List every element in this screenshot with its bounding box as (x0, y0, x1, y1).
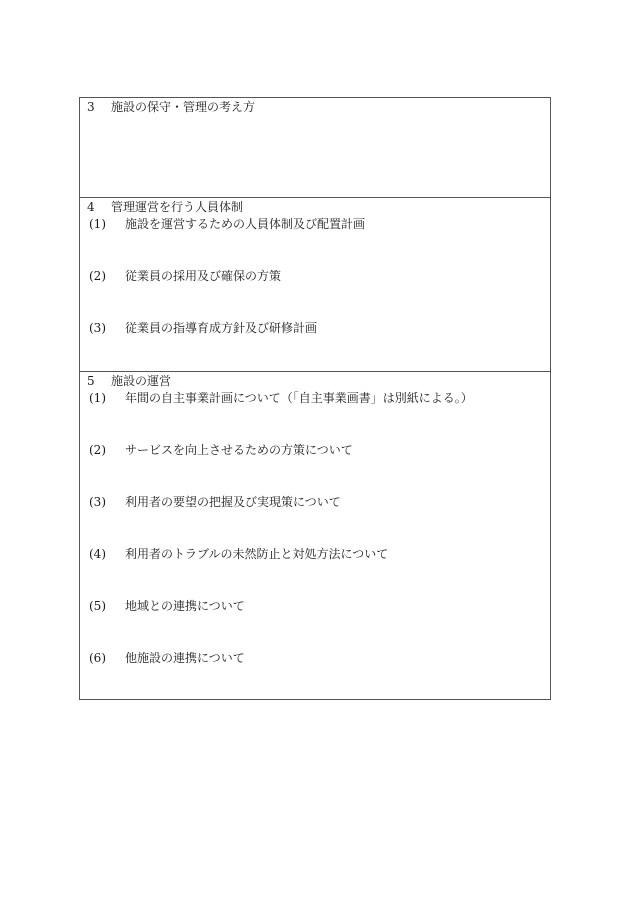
item-text: 従業員の採用及び確保の方策 (125, 269, 282, 283)
section-5-item-2 (89, 443, 353, 457)
item-text: 施設を運営するための人員体制及び配置計画 (125, 217, 366, 231)
item-number: (3) (89, 321, 106, 335)
item-number: (1) (89, 217, 106, 231)
item-number: (5) (89, 599, 106, 613)
section-4-heading (87, 200, 243, 214)
section-5-item-3 (89, 495, 341, 509)
section-number: 4 (87, 200, 95, 214)
section-3 (80, 98, 550, 198)
item-text: 他施設の連携について (125, 651, 245, 665)
section-4-item-2 (89, 269, 281, 283)
section-number: 3 (87, 100, 95, 114)
section-5-item-4 (89, 547, 388, 561)
section-title: 施設の運営 (111, 374, 172, 388)
item-number: (2) (89, 269, 106, 283)
section-5 (80, 372, 550, 699)
item-number: (3) (89, 495, 106, 509)
section-5-item-6 (89, 651, 245, 665)
section-5-item-5 (89, 599, 245, 613)
section-title: 管理運営を行う人員体制 (111, 200, 244, 214)
item-number: (1) (89, 391, 106, 405)
form-table (79, 97, 551, 700)
section-4 (80, 198, 550, 372)
section-4-item-1 (89, 217, 365, 231)
section-3-heading (87, 100, 255, 114)
section-number: 5 (87, 374, 95, 388)
section-5-item-1 (89, 391, 473, 405)
item-text: 年間の自主事業計画について（「自主事業画書」は別紙による。） (125, 391, 473, 405)
item-number: (4) (89, 547, 106, 561)
item-text: 利用者のトラブルの未然防止と対処方法について (125, 547, 389, 561)
section-title: 施設の保守・管理の考え方 (111, 100, 256, 114)
item-text: 地域との連携について (125, 599, 245, 613)
section-5-heading (87, 374, 171, 388)
item-text: サービスを向上させるための方策について (125, 443, 353, 457)
item-number: (2) (89, 443, 106, 457)
item-text: 利用者の要望の把握及び実現策について (125, 495, 341, 509)
item-number: (6) (89, 651, 106, 665)
item-text: 従業員の指導育成方針及び研修計画 (125, 321, 318, 335)
section-4-item-3 (89, 321, 317, 335)
